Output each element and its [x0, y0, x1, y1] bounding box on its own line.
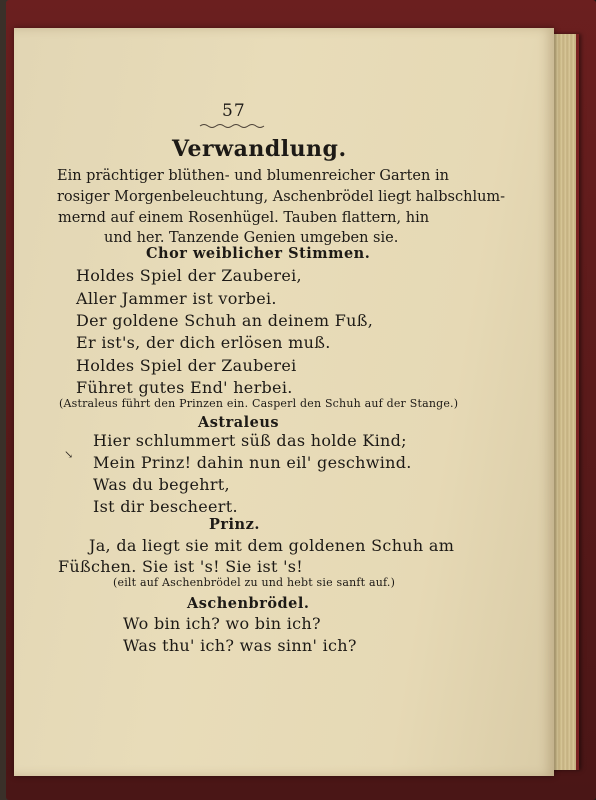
speaker-prinz: Prinz. [209, 516, 260, 533]
verse-line: Wo bin ich? wo bin ich? [123, 614, 321, 633]
margin-mark: ↘ [64, 448, 74, 461]
stage-direction: (eilt auf Aschenbrödel zu und hebt sie sanft auf.) [113, 576, 396, 589]
speaker-aschenbroedel: Aschenbrödel. [187, 595, 310, 612]
stage-direction: (Astraleus führt den Prinzen ein. Casperl den Schuh auf der Stange.) [59, 397, 459, 410]
prose-line: Ja, da liegt sie mit dem goldenen Schuh am [89, 536, 455, 555]
verse-line: Aller Jammer ist vorbei. [76, 289, 277, 308]
verse-line: Mein Prinz! dahin nun eil' geschwind. [93, 453, 412, 472]
stage-direction-line: Ein prächtiger blüthen- und blumenreicher Garten in [57, 168, 449, 184]
speaker-astraleus: Astraleus [198, 414, 280, 431]
verse-line: Der goldene Schuh an deinem Fuß, [76, 311, 374, 330]
verse-line: Ist dir bescheert. [93, 497, 238, 516]
verse-line: Führet gutes End' herbei. [76, 378, 293, 397]
verse-line: Was thu' ich? was sinn' ich? [123, 636, 357, 655]
scene-title: Verwandlung. [172, 136, 347, 162]
verse-line: Er ist's, der dich erlösen muß. [76, 333, 331, 352]
verse-line: Was du begehrt, [93, 475, 230, 494]
prose-line: Füßchen. Sie ist 's! Sie ist 's! [58, 557, 304, 576]
ornament-rule [198, 122, 268, 130]
verse-line: Hier schlummert süß das holde Kind; [93, 431, 407, 450]
verse-line: Holdes Spiel der Zauberei, [76, 266, 302, 285]
chorus-heading: Chor weiblicher Stimmen. [146, 245, 371, 262]
verse-line: Holdes Spiel der Zauberei [76, 356, 297, 375]
stage-direction-line: mernd auf einem Rosenhügel. Tauben flattern, hin [58, 210, 430, 226]
stage-direction-line: und her. Tanzende Genien umgeben sie. [104, 230, 399, 246]
page-number: 57 [222, 101, 246, 121]
stage-direction-line: rosiger Morgenbeleuchtung, Aschenbrödel liegt halbschlum- [57, 189, 506, 205]
